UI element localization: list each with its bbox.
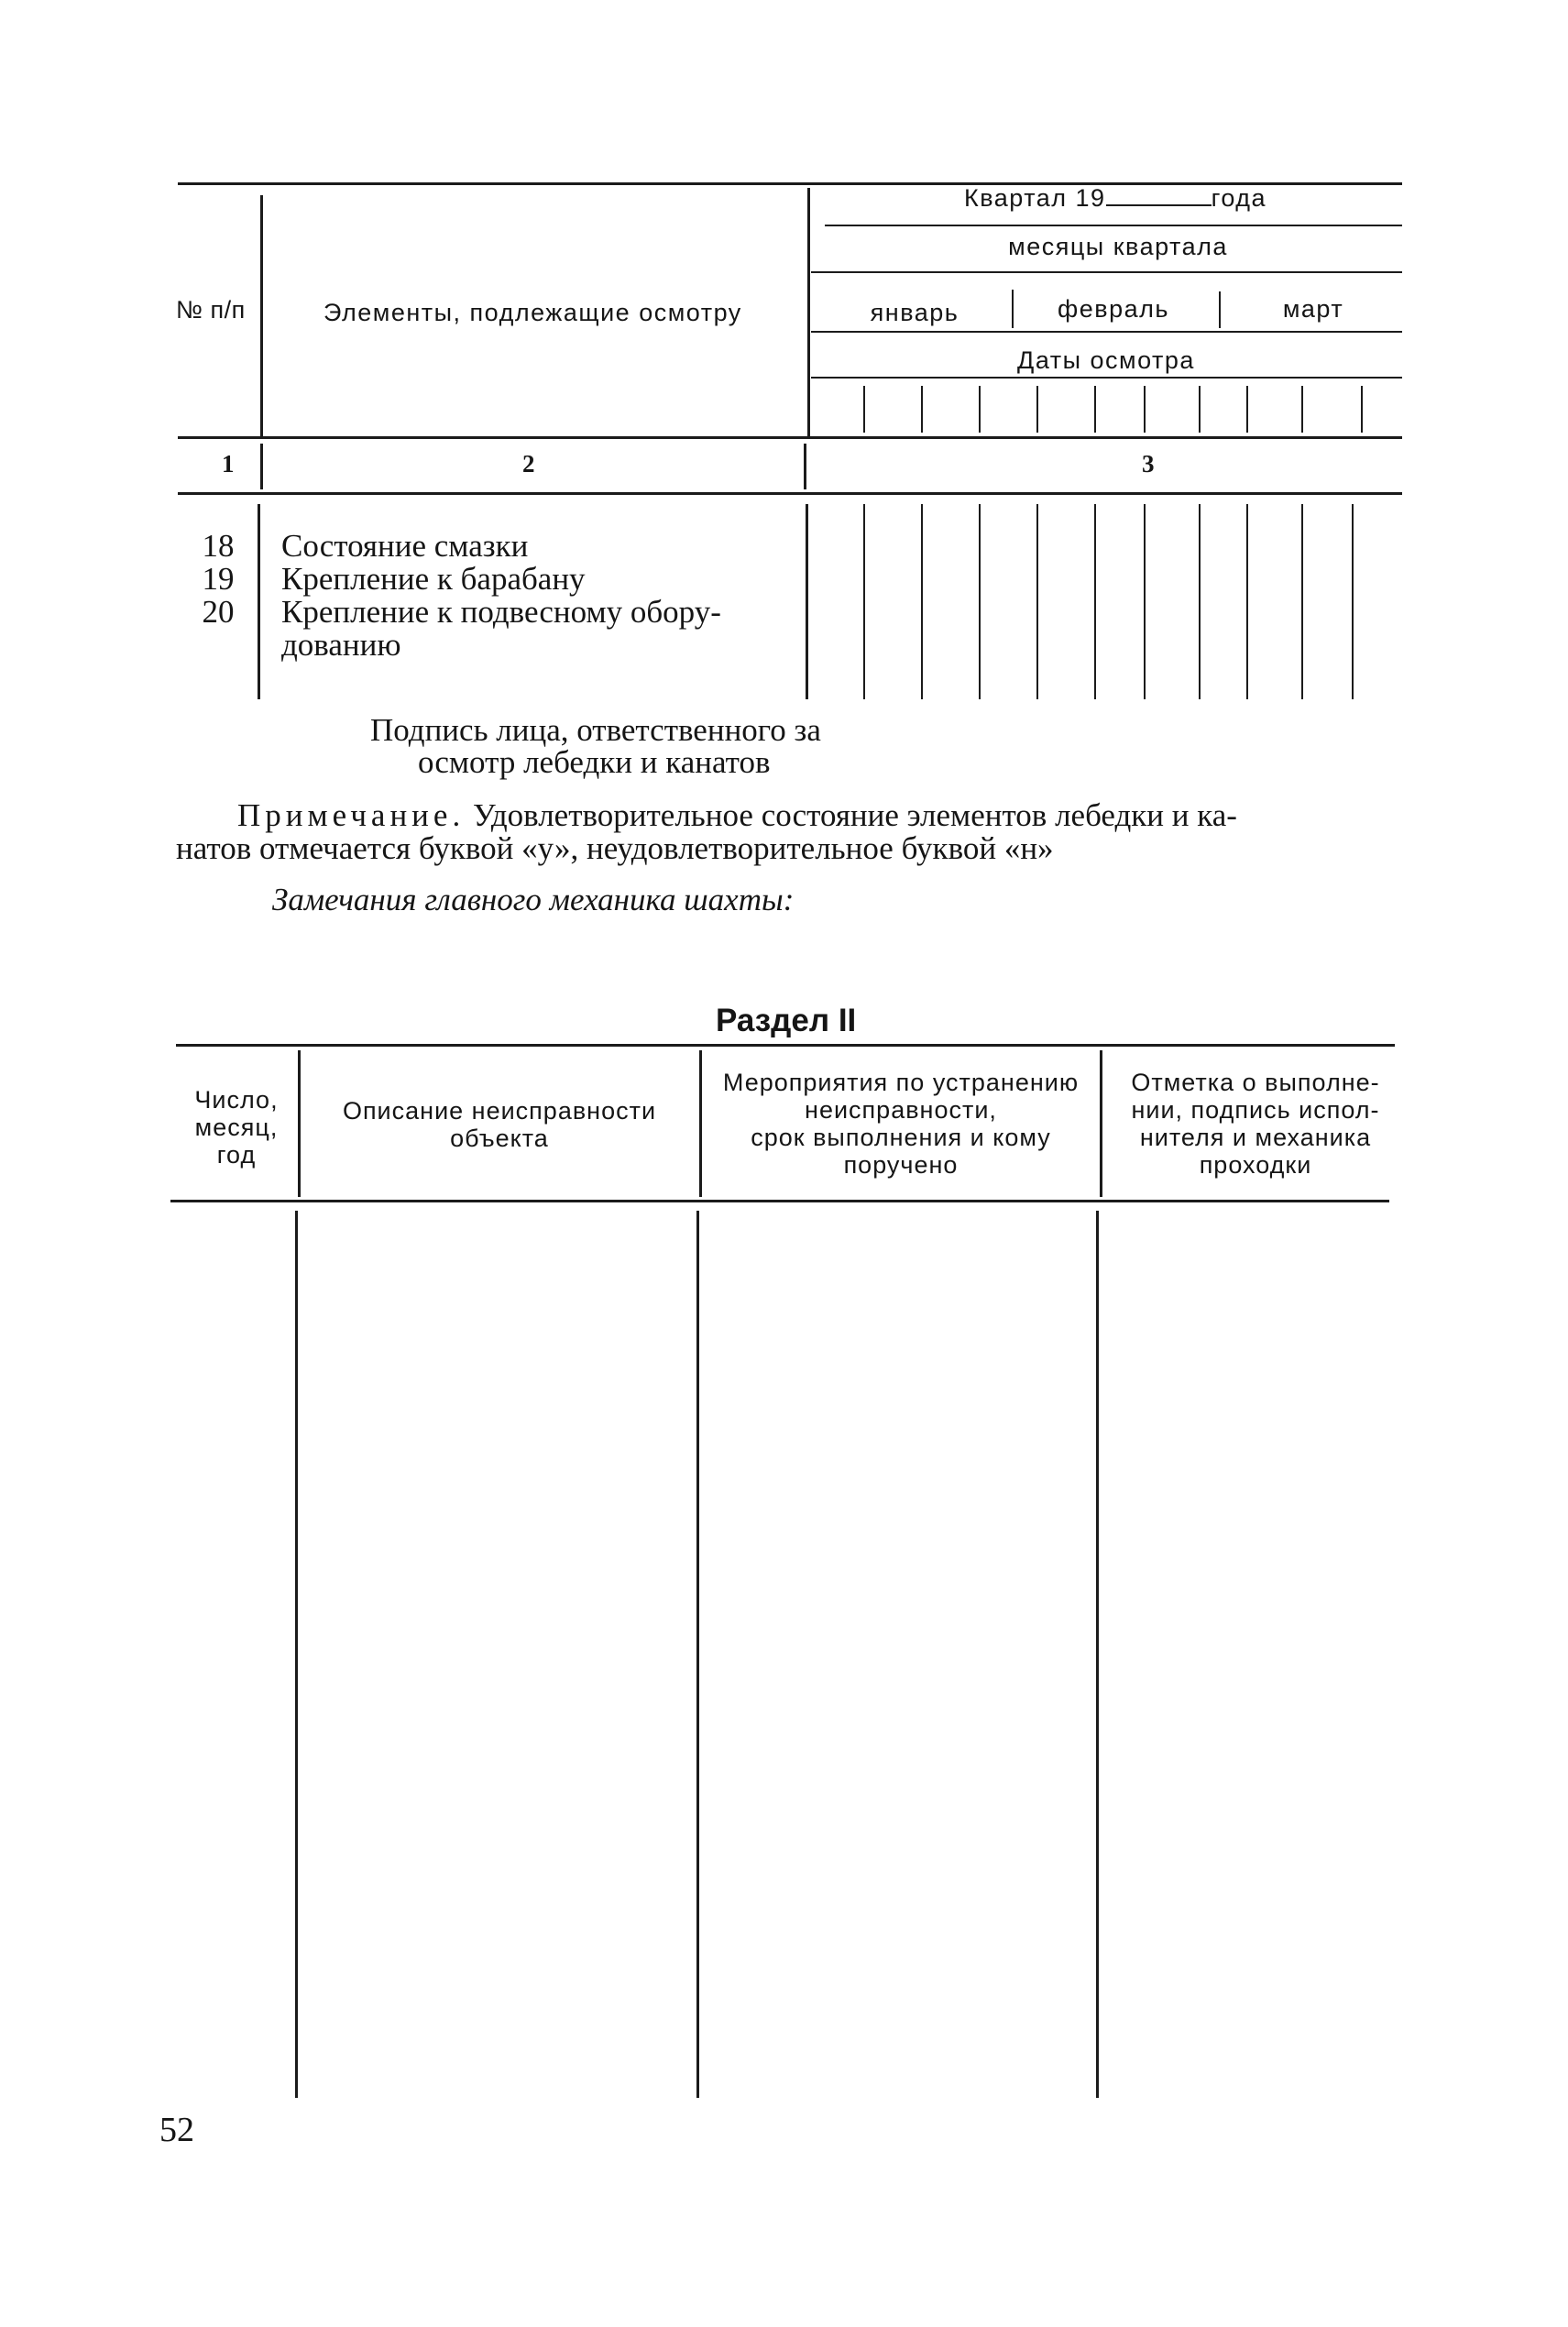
date-cell-line bbox=[1246, 386, 1248, 433]
table2-col-divider-1-body bbox=[295, 1211, 298, 2098]
table2-top-rule bbox=[176, 1044, 1395, 1047]
quarter-suffix: года bbox=[1211, 184, 1267, 212]
elements-column-header: Элементы, подлежащие осмотру bbox=[323, 299, 742, 326]
column-number-1: 1 bbox=[222, 450, 235, 477]
month-february: февраль bbox=[1058, 295, 1169, 323]
note-line-2: натов отмечается буквой «у», неудовлетворительное буквой «н» bbox=[176, 830, 1054, 866]
row-element-text: Состояние смазки bbox=[281, 528, 529, 564]
header-line: Число, bbox=[194, 1086, 279, 1114]
months-label: месяцы квартала bbox=[1008, 233, 1228, 260]
header-line: проходки bbox=[1199, 1151, 1312, 1179]
table2-col-divider-3 bbox=[1100, 1050, 1102, 1197]
month-january: январь bbox=[870, 299, 959, 326]
date-column-line bbox=[1036, 504, 1038, 699]
date-cell-line bbox=[1094, 386, 1096, 433]
table2-col-divider-3-body bbox=[1096, 1211, 1099, 2098]
quarter-prefix: Квартал 19 bbox=[964, 184, 1106, 212]
note-text-1: Удовлетворительное состояние элементов лебедки и ка- bbox=[472, 797, 1237, 833]
header-line: объекта bbox=[450, 1125, 549, 1152]
header-line: нителя и механика bbox=[1139, 1124, 1372, 1151]
row-element-text: Крепление к подвесному обору- bbox=[281, 594, 721, 630]
header-line: Мероприятия по устранению bbox=[722, 1069, 1080, 1096]
quarter-year-blank bbox=[1106, 184, 1212, 206]
completion-mark-header bbox=[1104, 1069, 1407, 1179]
date-column-line bbox=[1199, 504, 1201, 699]
date-cell-line bbox=[979, 386, 981, 433]
table2-header-rule bbox=[170, 1200, 1389, 1202]
remarks-label: Замечания главного механика шахты: bbox=[272, 882, 795, 917]
date-column-line bbox=[1094, 504, 1096, 699]
months-rule bbox=[811, 331, 1402, 333]
date-column-line bbox=[1352, 504, 1354, 699]
header-bottom-rule bbox=[178, 436, 1402, 439]
row-element-text-continued: дованию bbox=[281, 627, 401, 663]
header-line: нии, подпись испол- bbox=[1131, 1096, 1380, 1124]
header-line: год bbox=[216, 1141, 257, 1169]
date-column-line bbox=[1246, 504, 1248, 699]
row-element-text: Крепление к барабану bbox=[281, 561, 586, 597]
date-cell-line bbox=[1199, 386, 1201, 433]
date-column-header bbox=[178, 1086, 295, 1169]
header-line: Описание неисправности bbox=[342, 1097, 657, 1125]
dates-label: Даты осмотра bbox=[1017, 346, 1195, 374]
month-separator-2 bbox=[1219, 291, 1221, 328]
header-line: срок выполнения и кому bbox=[751, 1124, 1051, 1151]
date-column-line bbox=[921, 504, 923, 699]
col-divider-2 bbox=[807, 188, 810, 438]
col-divider-1-b bbox=[260, 444, 263, 489]
header-line: неисправности, bbox=[805, 1096, 997, 1124]
date-cell-line bbox=[921, 386, 923, 433]
quarter-header bbox=[964, 184, 1266, 213]
defect-description-header bbox=[302, 1097, 696, 1152]
col-numbers-rule bbox=[178, 492, 1402, 495]
col-divider-2-c bbox=[806, 504, 808, 699]
header-line: поручено bbox=[843, 1151, 959, 1179]
signature-line-1: Подпись лица, ответственного за bbox=[370, 712, 821, 748]
date-cell-line bbox=[1144, 386, 1146, 433]
dates-label-rule bbox=[811, 377, 1402, 379]
signature-line-2: осмотр лебедки и канатов bbox=[418, 744, 771, 780]
month-separator-1 bbox=[1012, 290, 1014, 328]
row-number: 18 bbox=[202, 528, 235, 564]
measures-header bbox=[702, 1069, 1100, 1179]
date-column-line bbox=[979, 504, 981, 699]
months-label-rule bbox=[811, 271, 1402, 273]
col-divider-1-c bbox=[258, 504, 260, 699]
table2-col-divider-2-body bbox=[696, 1211, 699, 2098]
note-label: Примечание. bbox=[237, 797, 466, 833]
date-column-line bbox=[863, 504, 865, 699]
col-divider-2-b bbox=[804, 444, 806, 489]
note-line-1 bbox=[237, 797, 1237, 834]
date-cell-line bbox=[1301, 386, 1303, 433]
section-2-title: Раздел II bbox=[716, 1003, 857, 1038]
row-number: 19 bbox=[202, 561, 235, 597]
row-number: 20 bbox=[202, 594, 235, 630]
quarter-rule bbox=[825, 225, 1402, 226]
page-number: 52 bbox=[159, 2111, 194, 2149]
header-line: Отметка о выполне- bbox=[1131, 1069, 1380, 1096]
date-column-line bbox=[1144, 504, 1146, 699]
date-cell-line bbox=[1361, 386, 1363, 433]
num-column-header: № п/п bbox=[176, 296, 246, 324]
date-column-line bbox=[1301, 504, 1303, 699]
table2-col-divider-1 bbox=[298, 1050, 301, 1197]
col-divider-1 bbox=[260, 195, 263, 438]
month-march: март bbox=[1282, 295, 1344, 323]
date-cell-line bbox=[1036, 386, 1038, 433]
date-cell-line bbox=[863, 386, 865, 433]
header-line: месяц, bbox=[194, 1114, 279, 1141]
column-number-3: 3 bbox=[1142, 450, 1155, 477]
column-number-2: 2 bbox=[522, 450, 535, 477]
